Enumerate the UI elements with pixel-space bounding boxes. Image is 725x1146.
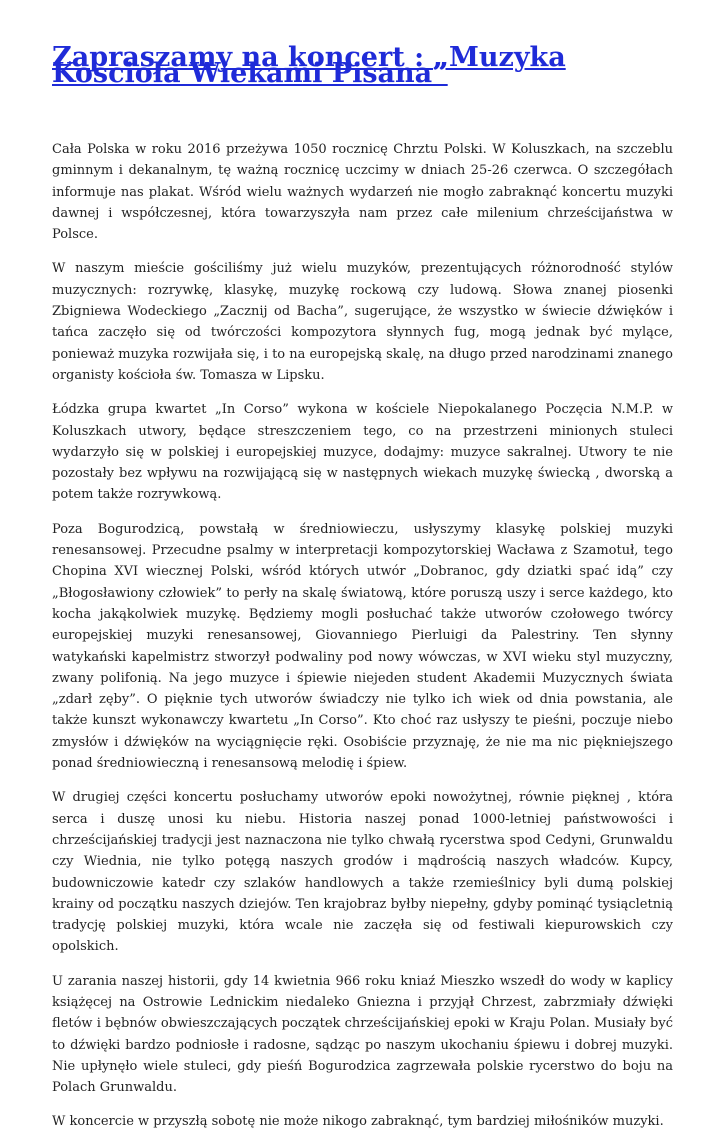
article-paragraph: W koncercie w przyszłą sobotę nie może nikogo zabraknąć, tym bardziej miłośników muzyki. <box>52 1114 664 1130</box>
article-paragraph: Łódzka grupa kwartet „In Corso” wykona w kościele Niepokalanego Poczęcia N.M.P. w Koluszkach utwory, będące streszczeniem tego, co na przestrzeni minionych stuleci wydarzyło się w polskiej i europejskiej muzyce, dodajmy: muzyce sakralnej. Utwory te nie pozostały bez wpływu na rozwijającą się w następnych wiekach muzykę świecką , dworską a potem także rozrywkową. <box>52 402 673 503</box>
article-paragraph: U zarania naszej historii, gdy 14 kwietnia 966 roku kniaź Mieszko wszedł do wody w kaplicy książęcej na Ostrowie Lednickim niedaleko Gniezna i przyjął Chrzest, zabrzmiały dźwięki fletów i bębnów obwieszczających początek chrześcijańskiej epoki w Kraju Polan. Musiały być to dźwięki bardzo podniosłe i radosne, sądząc po naszym ukochaniu śpiewu i dobrej muzyki. Nie upłynęło wiele stuleci, gdy pieśń Bogurodzica zagrzewała polskie rycerstwo do boju na Polach Grunwaldu. <box>52 973 673 1096</box>
article-body <box>52 139 673 1133</box>
article-paragraph: Cała Polska w roku 2016 przeżywa 1050 rocznicę Chrztu Polski. W Koluszkach, na szczeblu gminnym i dekanalnym, tę ważną rocznicę uczcimy w dniach 25-26 czerwca. O szczegółach informuje nas plakat. Wśród wielu ważnych wydarzeń nie mogło zabraknąć koncertu muzyki dawnej i współczesnej, która towarzyszyła nam przez całe milenium chrześcijaństwa w Polsce. <box>52 142 673 243</box>
article-paragraph: Poza Bogurodzicą, powstałą w średniowieczu, usłyszymy klasykę polskiej muzyki renesansowej. Przecudne psalmy w interpretacji kompozytorskiej Wacława z Szamotuł, tego Chopina XVI wiecznej Polski, wśród których utwór „Dobranoc, gdy dziatki spać idą” czy „Błogosławiony człowiek” to perły na skalę światową, które poruszą uszy i serce każdego, kto kocha jakąkolwiek muzykę. Będziemy mogli posłuchać także utworów czołowego twórcy europejskiej muzyki renesansowej, Giovanniego Pierluigi da Palestriny. Ten słynny watykański kapelmistrz stworzył podwaliny pod nowy wówczas, w XVI wieku styl muzyczny, zwany polifonią. Na jego muzyce i śpiewie niejeden student Akademii Muzycznych świata „zdarł zęby”. O pięknie tych utworów świadczy nie tylko ich wiek od dnia powstania, ale także kunszt wykonawczy kwartetu „In Corso”. Kto choć raz usłyszy te pieśni, poczuje niebo zmysłów i dźwięków na wyciągnięcie ręki. Osobiście przyznaję, że nie ma nic piękniejszego ponad średniowieczną i renesansową melodię i śpiew. <box>52 521 673 772</box>
article-paragraph: W naszym mieście gościliśmy już wielu muzyków, prezentujących różnorodność stylów muzycznych: rozrywkę, klasykę, muzykę rockową czy ludową. Słowa znanej piosenki Zbigniewa Wodeckiego „Zacznij od Bacha”, sugerujące, że wszystko w świecie dźwięków i tańca zaczęło się od twórczości kompozytora słynnych fug, mogą jednak być mylące, ponieważ muzyka rozwijała się, i to na europejską skalę, na długo przed narodzinami znanego organisty kościoła św. Tomasza w Lipsku. <box>52 261 673 383</box>
article-title <box>52 42 673 89</box>
article-title-link[interactable]: Zapraszamy na koncert : „Muzyka Kościoła Wiekami Pisana” <box>52 42 566 89</box>
document-page <box>52 42 673 1146</box>
article-paragraph: W drugiej części koncertu posłuchamy utworów epoki nowożytnej, równie pięknej , która serca i duszę unosi ku niebu. Historia naszej ponad 1000-letniej państwowości i chrześcijańskiej tradycji jest naznaczona nie tylko chwałą rycerstwa spod Cedyni, Grunwaldu czy Wiednia, nie tylko potęgą naszych grodów i mądrością naszych władców. Kupcy, budowniczowie katedr czy szlaków handlowych a także rzemieślnicy byli dumą polskiej krainy od początku naszych dziejów. Ten krajobraz byłby niepełny, gdyby pominąć tysiącletnią tradycję polskiej muzyki, która wcale nie zaczęła się od festiwali kiepurowskich czy opolskich. <box>52 790 673 955</box>
